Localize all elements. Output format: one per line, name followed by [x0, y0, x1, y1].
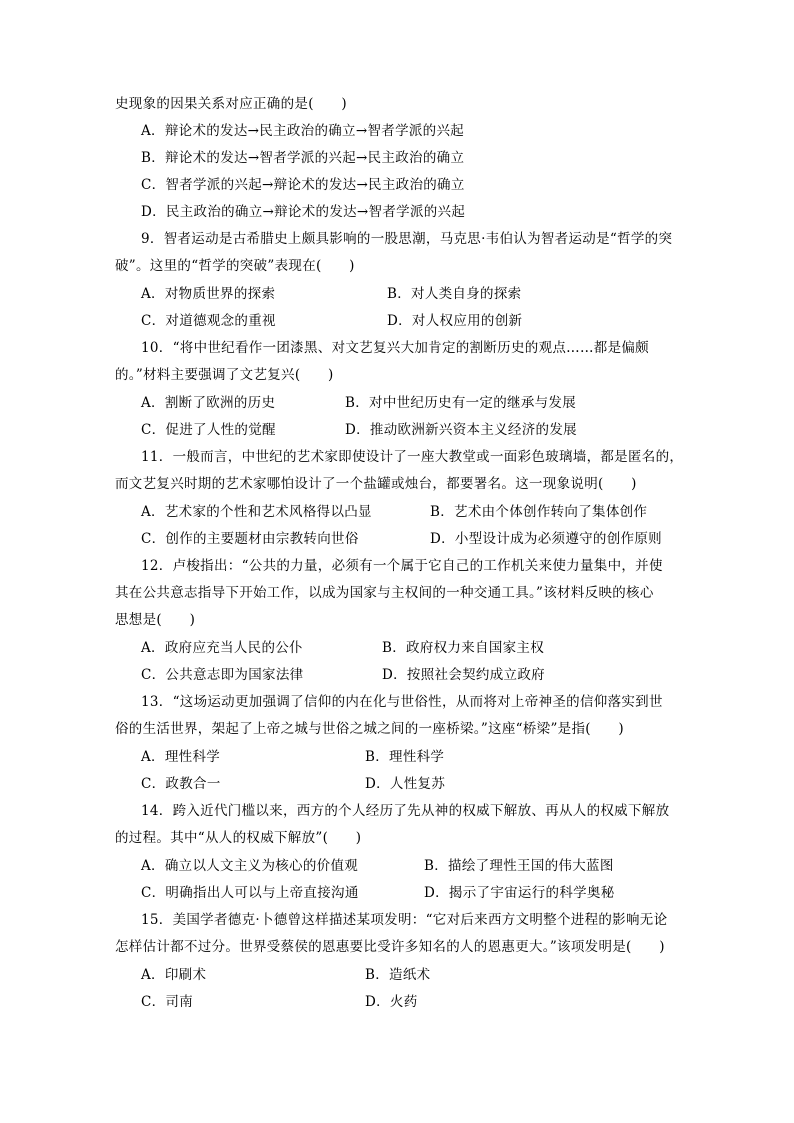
- q10-stem-line2: 的。”材料主要强调了文艺复兴( ): [115, 367, 334, 383]
- q8-option-a: A．辩论术的发达→民主政治的确立→智者学派的兴起: [141, 123, 465, 139]
- q11-option-b: B．艺术由个体创作转向了集体创作: [430, 504, 648, 520]
- q9-option-d: D．对人权应用的创新: [387, 313, 523, 329]
- q11-stem-line2: 而文艺复兴时期的艺术家哪怕设计了一个盐罐或烛台，都要署名。这一现象说明( ): [115, 476, 637, 492]
- q11-option-d: D．小型设计成为必须遵守的创作原则: [430, 531, 662, 547]
- q12-option-b: B．政府权力来自国家主权: [382, 640, 545, 656]
- q13-stem-line2: 俗的生活世界，架起了上帝之城与世俗之城之间的一座桥梁。”这座“桥梁”是指( ): [115, 721, 624, 737]
- q11-option-a: A．艺术家的个性和艺术风格得以凸显: [141, 504, 372, 520]
- q14-option-d: D．揭示了宇宙运行的科学奥秘: [424, 885, 615, 901]
- q11-stem-line1: 11．一般而言，中世纪的艺术家即使设计了一座大教堂或一面彩色玻璃墙，都是匿名的，: [141, 449, 684, 465]
- q14-option-b: B．描绘了理性王国的伟大蓝图: [424, 858, 614, 874]
- q8-stem: 史现象的因果关系对应正确的是( ): [115, 96, 347, 112]
- q11-option-c: C．创作的主要题材由宗教转向世俗: [141, 531, 359, 547]
- q9-option-a: A．对物质世界的探索: [141, 286, 276, 302]
- q10-option-a: A．割断了欧洲的历史: [141, 395, 276, 411]
- q10-option-d: D．推动欧洲新兴资本主义经济的发展: [345, 422, 577, 438]
- q14-stem-line2: 的过程。其中“从人的权威下解放”( ): [115, 830, 362, 846]
- q8-option-c: C．智者学派的兴起→辩论术的发达→民主政治的确立: [141, 177, 465, 193]
- q15-stem-line1: 15．美国学者德克·卜德曾这样描述某项发明：“它对后来西方文明整个进程的影响无论: [141, 912, 668, 928]
- q14-option-a: A．确立以人文主义为核心的价值观: [141, 858, 359, 874]
- q13-option-c: C．政教合一: [141, 776, 221, 792]
- q12-option-c: C．公共意志即为国家法律: [141, 667, 304, 683]
- q9-option-c: C．对道德观念的重视: [141, 313, 276, 329]
- q9-stem-line2: 破”。这里的“哲学的突破”表现在( ): [115, 258, 355, 274]
- q15-option-a: A．印刷术: [141, 967, 207, 983]
- q15-stem-line2: 怎样估计都不过分。世界受蔡侯的恩惠要比受许多知名的人的恩惠更大。”该项发明是( ): [115, 939, 665, 955]
- q13-option-d: D．人性复苏: [365, 776, 446, 792]
- q9-stem-line1: 9．智者运动是古希腊史上颇具影响的一股思潮，马克思·韦伯认为智者运动是“哲学的突: [141, 231, 673, 247]
- q12-stem-line2: 其在公共意志指导下开始工作，以成为国家与主权间的一种交通工具。”该材料反映的核心: [115, 585, 654, 601]
- q9-option-b: B．对人类自身的探索: [387, 286, 522, 302]
- q10-option-b: B．对中世纪历史有一定的继承与发展: [345, 395, 577, 411]
- q15-option-c: C．司南: [141, 994, 194, 1010]
- q10-stem-line1: 10．“将中世纪看作一团漆黑、对文艺复兴大加肯定的割断历史的观点……都是偏颇: [141, 340, 649, 356]
- q14-option-c: C．明确指出人可以与上帝直接沟通: [141, 885, 359, 901]
- q13-option-b: B．理性科学: [365, 749, 445, 765]
- q10-option-c: C．促进了人性的觉醒: [141, 422, 276, 438]
- q13-stem-line1: 13．“这场运动更加强调了信仰的内在化与世俗性，从而将对上帝神圣的信仰落实到世: [141, 694, 663, 710]
- q15-option-d: D．火药: [365, 994, 418, 1010]
- q12-option-a: A．政府应充当人民的公仆: [141, 640, 303, 656]
- q12-stem-line1: 12．卢梭指出：“公共的力量，必须有一个属于它自己的工作机关来使力量集中，并使: [141, 558, 663, 574]
- q14-stem-line1: 14．跨入近代门槛以来，西方的个人经历了先从神的权威下解放、再从人的权威下解放: [141, 803, 670, 819]
- q12-stem-line3: 思想是( ): [115, 612, 196, 628]
- q13-option-a: A．理性科学: [141, 749, 221, 765]
- q12-option-d: D．按照社会契约成立政府: [382, 667, 545, 683]
- q8-option-d: D．民主政治的确立→辩论术的发达→智者学派的兴起: [141, 204, 466, 220]
- q8-option-b: B．辩论术的发达→智者学派的兴起→民主政治的确立: [141, 150, 465, 166]
- q15-option-b: B．造纸术: [365, 967, 431, 983]
